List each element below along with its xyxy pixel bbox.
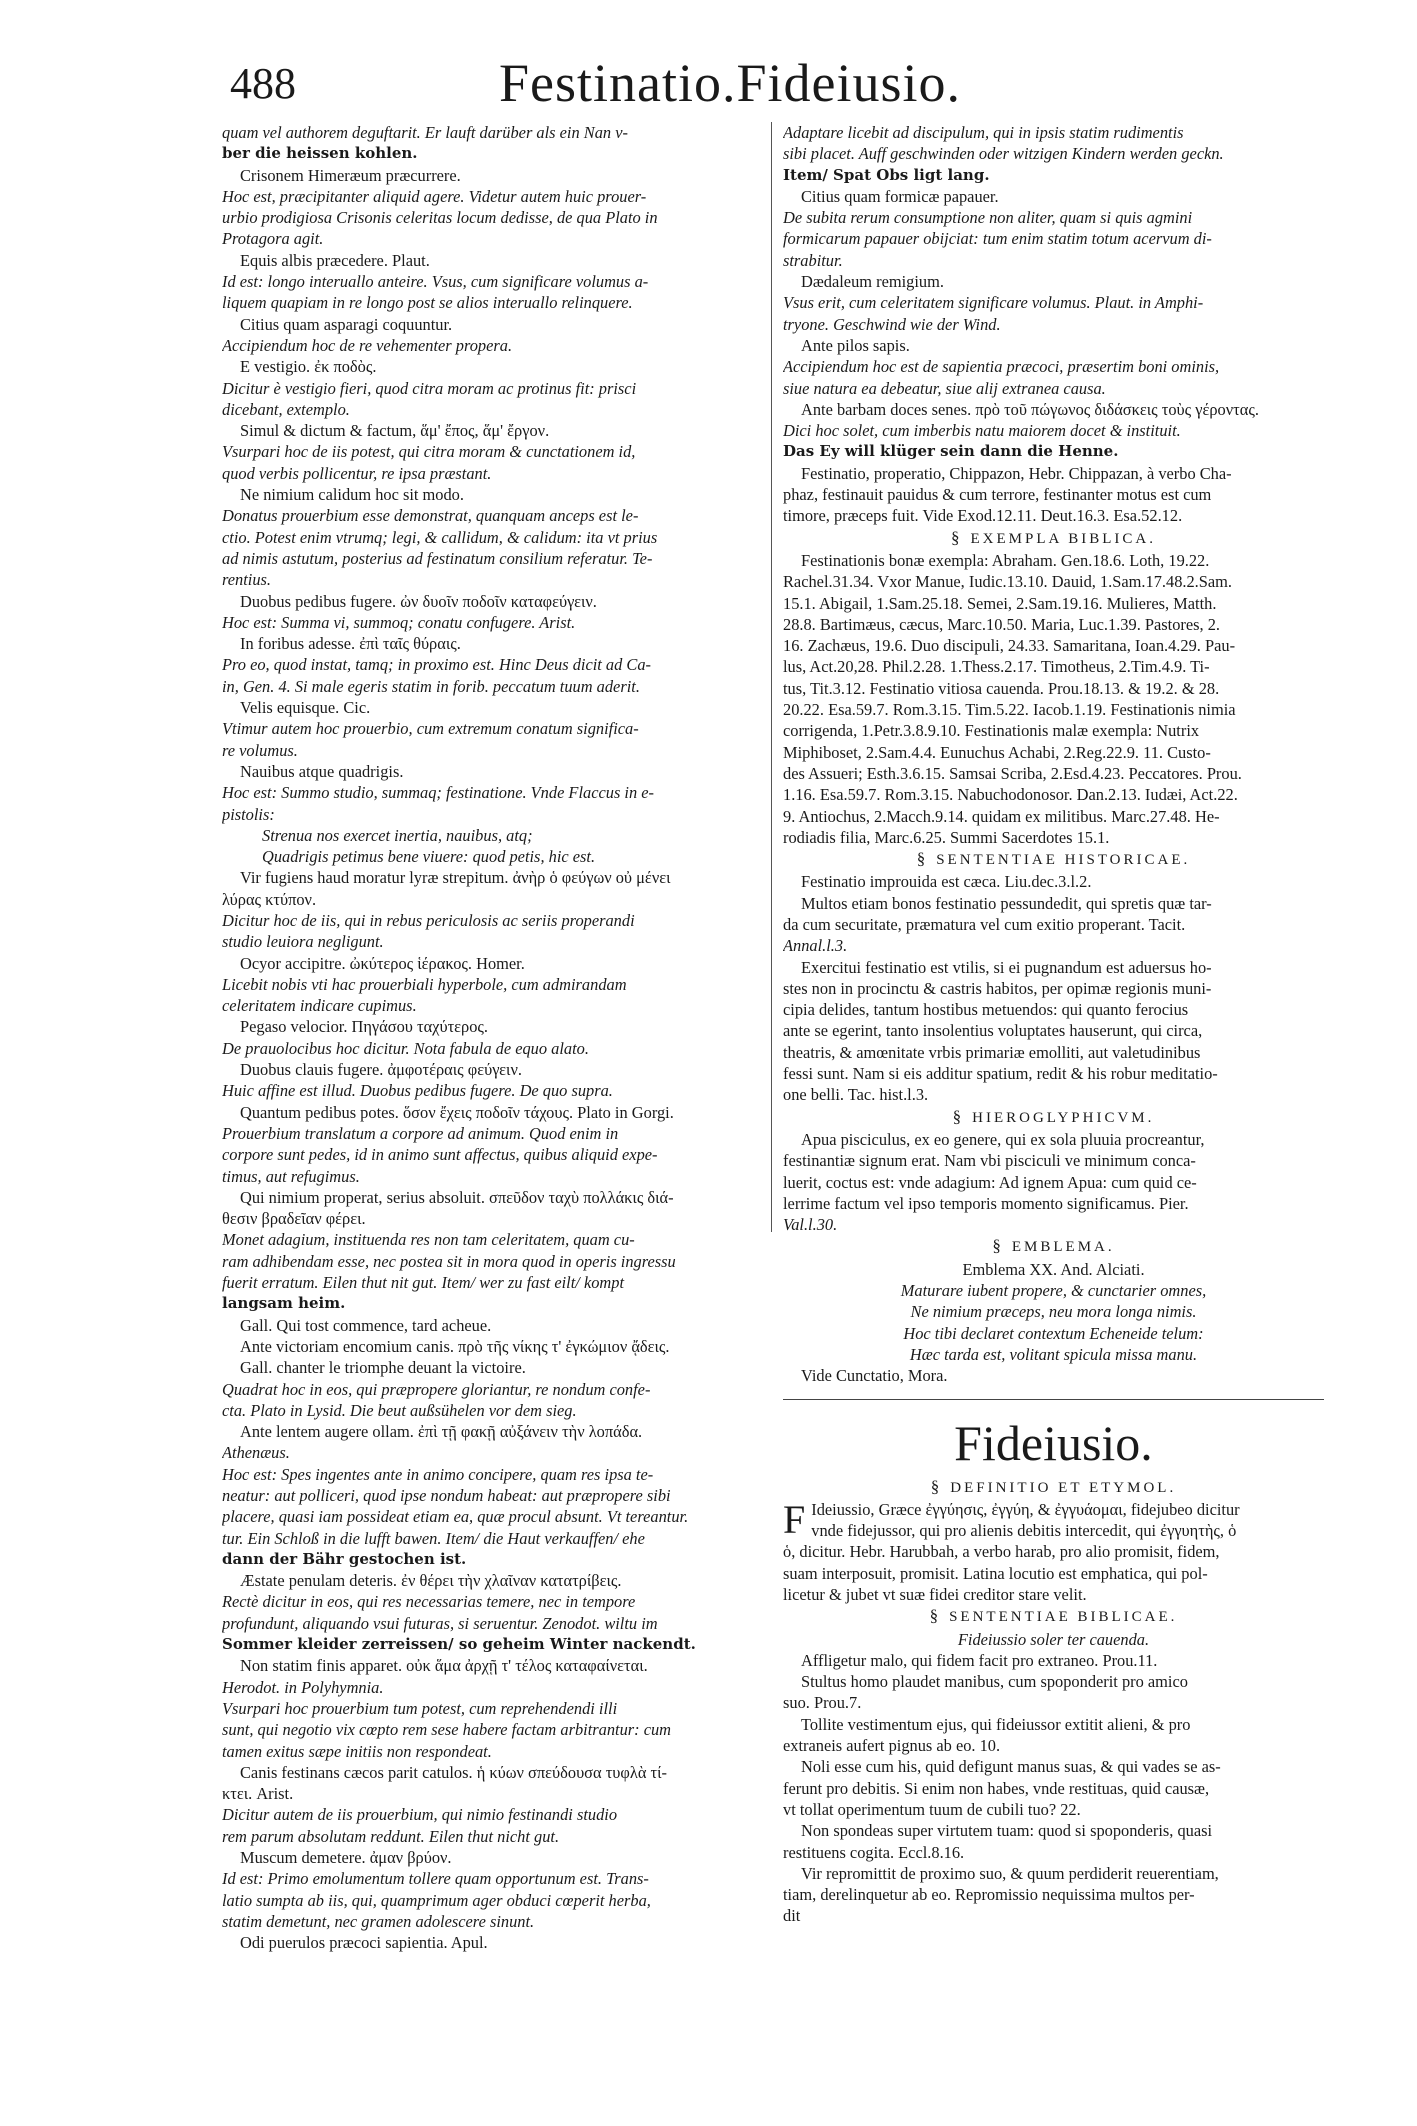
text-line: Ante victoriam encomium canis. πρὸ τῆς νίκης τ' ἐγκώμιον ᾄδεις.	[240, 1336, 670, 1356]
text-line: fuerit erratum. Eilen thut nit gut. Item/ wer zu fast eilt/ kompt	[222, 1273, 624, 1293]
text-line: latio sumpta ab iis, qui, quamprimum ager obduci cœperit herba,	[222, 1890, 651, 1910]
text-line: Ante barbam doces senes. πρὸ τοῦ πώγωνος διδάσκεις τοὺς γέροντας.	[801, 399, 1259, 419]
text-line: Fideiussio soler ter cauenda.	[957, 1629, 1150, 1649]
right-column	[783, 122, 1324, 2077]
text-line: Odi puerulos præcoci sapientia. Apul.	[240, 1933, 488, 1953]
text-line: corrigenda, 1.Petr.3.8.9.10. Festinationis malæ exempla: Nutrix	[783, 721, 1200, 741]
text-line: Item/ Spat Obs ligt lang.	[783, 165, 990, 184]
page-number: 488	[230, 59, 296, 108]
text-line: 28.8. Bartimæus, cæcus, Marc.10.50. Maria, Luc.1.39. Pastores, 2.	[783, 614, 1221, 634]
text-line: Qui nimium properat, serius absoluit. σπεῦδον ταχὺ πολλάκις διά-	[240, 1187, 674, 1207]
text-line: Miphiboset, 2.Sam.4.4. Eunuchus Achabi, 2.Reg.22.9. 11. Custo-	[783, 742, 1211, 762]
text-line: Citius quam asparagi coquuntur.	[240, 314, 453, 334]
text-line: Affligetur malo, qui fidem facit pro extraneo. Prou.11.	[801, 1650, 1158, 1670]
text-line: Vir repromittit de proximo suo, & quum perdiderit reuerentiam,	[801, 1863, 1219, 1883]
text-line: phaz, festinauit pauidus & cum terrore, festinanter motus est cum	[783, 485, 1212, 505]
text-line: langsam heim.	[222, 1294, 346, 1313]
text-line: Festinatio, properatio, Chippazon, Hebr. Chippazan, à verbo Cha-	[801, 463, 1232, 483]
text-line: rentius.	[222, 570, 272, 590]
text-line: rodiadis filia, Marc.6.25. Summi Sacerdotes 15.1.	[783, 827, 1110, 847]
text-line: Vir fugiens haud moratur lyræ strepitum. ἀνὴρ ὁ φεύγων οὐ μένει	[240, 868, 671, 888]
text-line: sunt, qui negotio vix cœpto rem sese habere factam arbitrantur: cum	[222, 1720, 672, 1740]
text-line: dann der Bähr gestochen ist.	[222, 1549, 467, 1568]
text-line: quam vel authorem deguftarit. Er lauft darüber als ein Nan v-	[222, 123, 628, 142]
text-line: Sommer kleider zerreissen/ so geheim Winter nackendt.	[222, 1635, 696, 1654]
text-line: dicebant, extemplo.	[222, 399, 350, 419]
text-line: Rachel.31.34. Vxor Manue, Iudic.13.10. Dauid, 1.Sam.17.48.2.Sam.	[783, 572, 1233, 592]
text-line: celeritatem indicare cupimus.	[222, 996, 417, 1016]
text-line: Non statim finis apparet. οὐκ ἅμα ἀρχῇ τ' τέλος καταφαίνεται.	[240, 1656, 648, 1676]
text-line: ctio. Potest enim vtrumq; legi, & callidum, & calidum: ita vt prius	[222, 527, 658, 547]
text-line: Gall. Qui tost commence, tard acheue.	[240, 1315, 492, 1335]
text-line: ad nimis astutum, posterius ad festinatum consilium referatur. Te-	[222, 548, 653, 568]
text-line: 15.1. Abigail, 1.Sam.25.18. Semei, 2.Sam.19.16. Mulieres, Matth.	[783, 593, 1217, 613]
text-line: lerrime factum vel ipso temporis momento significamus. Pier.	[783, 1193, 1189, 1213]
text-line: Crisonem Himeræum præcurrere.	[240, 165, 461, 185]
text-line: Dicitur autem de iis prouerbium, qui nimio festinandi studio	[222, 1805, 618, 1825]
text-line: 20.22. Esa.59.7. Rom.3.15. Tim.5.22. Iacob.1.19. Festinationis nimia	[783, 700, 1236, 720]
text-line: Dicitur è vestigio fieri, quod citra moram ac protinus fit: prisci	[222, 378, 637, 398]
text-line: Vtimur autem hoc prouerbio, cum extremum conatum significa-	[222, 719, 639, 739]
text-line: statim demetunt, nec gramen adolescere sinunt.	[222, 1911, 535, 1931]
drop-cap: F	[783, 1496, 806, 1542]
text-line: in, Gen. 4. Si male egeris statim in forib. peccatum tuum aderit.	[222, 676, 640, 696]
text-line: re volumus.	[222, 740, 298, 760]
text-line: sibi placet. Auff geschwinden oder witzigen Kindern werden geckn.	[783, 144, 1224, 164]
text-line: Pegaso velocior. Πηγάσου ταχύτερος.	[240, 1017, 489, 1037]
text-line: Tollite vestimentum ejus, qui fideiussor extitit alieni, & pro	[801, 1714, 1191, 1734]
text-line: dit	[783, 1906, 801, 1926]
text-line: timus, aut refugimus.	[222, 1166, 360, 1186]
text-line: tamen exitus sæpe initiis non respondeat.	[222, 1741, 492, 1761]
text-line: Stultus homo plaudet manibus, cum spoponderit pro amico	[801, 1672, 1188, 1692]
text-line: θεσιν βραδεῖαν φέρει.	[222, 1209, 366, 1229]
definition-block	[783, 1496, 1324, 1605]
page-header	[200, 52, 1260, 122]
text-line: Hoc est, præcipitanter aliquid agere. Videtur autem huic prouer-	[222, 186, 647, 206]
text-line: Nauibus atque quadrigis.	[240, 761, 404, 781]
text-line: Citius quam formicæ papauer.	[801, 186, 999, 206]
text-line: Herodot. in Polyhymnia.	[222, 1677, 384, 1697]
left-column	[222, 122, 762, 2052]
text-line: Æstate penulam deteris. ἐν θέρει τὴν χλαῖναν κατατρίβεις.	[240, 1571, 622, 1591]
text-line: Licebit nobis vti hac prouerbiali hyperbole, cum admirandam	[222, 974, 627, 994]
text-line: Quadrigis petimus bene viuere: quod petis, hic est.	[262, 847, 596, 867]
sentences-heading: § SENTENTIAE BIBLICAE.	[783, 1605, 1324, 1628]
text-line: κτει. Arist.	[222, 1784, 294, 1804]
text-line: Hoc est: Summa vi, summoq; conatu confugere. Arist.	[222, 612, 576, 632]
text-line: tus, Tit.3.12. Festinatio vitiosa cauenda. Prou.18.13. & 19.2. & 28.	[783, 678, 1220, 698]
section-heading: § SENTENTIAE HISTORICAE.	[783, 848, 1324, 871]
text-line: Canis festinans cæcos parit catulos. ἡ κύων σπεύδουσα τυφλὰ τί-	[240, 1762, 667, 1782]
text-line: Das Ey will klüger sein dann die Henne.	[783, 442, 1119, 461]
text-line: Ne nimium præceps, neu mora longa nimis.	[910, 1302, 1197, 1322]
text-line: des Assueri; Esth.3.6.15. Samsai Scriba, 2.Esd.4.23. Peccatores. Prou.	[783, 763, 1242, 783]
text-line: Velis equisque. Cic.	[240, 698, 371, 718]
text-line: ram adhibendam esse, nec postea sit in mora quod in operis ingressu	[222, 1251, 676, 1271]
text-line: Dicitur hoc de iis, qui in rebus periculosis ac seriis properandi	[222, 910, 635, 930]
text-line: Prouerbium translatum a corpore ad animum. Quod enim in	[222, 1123, 619, 1143]
text-line: De subita rerum consumptione non aliter, quam si quis agmini	[783, 208, 1193, 228]
text-line: Vsus erit, cum celeritatem significare volumus. Plaut. in Amphi-	[783, 293, 1204, 313]
text-line: neatur: aut polliceri, quod ipse nondum habeat: aut præpropere sibi	[222, 1486, 671, 1505]
text-line: Protagora agit.	[222, 229, 324, 249]
text-line: one belli. Tac. hist.l.3.	[783, 1085, 929, 1105]
text-line: restituens cogita. Eccl.8.16.	[783, 1842, 965, 1862]
text-line: E vestigio. ἐκ ποδὸς.	[240, 357, 377, 377]
text-line: cta. Plato in Lysid. Die beut außsühelen vor dem sieg.	[222, 1400, 577, 1420]
text-line: ὁ, dicitur. Hebr. Harubbah, a verbo harab, pro alio promisit, fidem,	[783, 1542, 1220, 1562]
text-line: Festinationis bonæ exempla: Abraham. Gen.18.6. Loth, 19.22.	[801, 550, 1210, 570]
text-line: In foribus adesse. ἐπὶ ταῖς θύραις.	[240, 634, 461, 654]
text-line: Non spondeas super virtutem tuam: quod si spoponderis, quasi	[801, 1821, 1213, 1841]
text-line: tiam, derelinquetur ab eo. Repromissio nequissima multos per-	[783, 1885, 1195, 1905]
text-line: suo. Prou.7.	[783, 1693, 862, 1713]
text-line: Ideiussio, Græce ἐγγύησις, ἐγγύη, & ἐγγυάομαι, fidejubeo dicitur	[811, 1499, 1240, 1519]
text-line: quod verbis pollicentur, re ipsa præstant.	[222, 463, 492, 483]
text-line: De prauolocibus hoc dicitur. Nota fabula de equo alato.	[222, 1038, 589, 1058]
text-line: Vsurpari hoc de iis potest, qui citra moram & cunctationem id,	[222, 442, 636, 462]
section-heading: § EMBLEMA.	[783, 1235, 1324, 1258]
text-line: Strenua nos exercet inertia, nauibus, atq;	[262, 825, 533, 845]
column-divider	[771, 122, 772, 1232]
text-line: extraneis aufert pignus ab eo. 10.	[783, 1736, 1001, 1756]
text-line: Accipiendum hoc de re vehementer propera.	[222, 335, 513, 355]
text-line: fessi sunt. Nam si eis additur spatium, redit & his robur meditatio-	[783, 1064, 1218, 1084]
text-line: Adaptare licebit ad discipulum, qui in ipsis statim rudimentis	[783, 123, 1184, 142]
text-line: Duobus clauis fugere. ἀμφοτέραις φεύγειν.	[240, 1060, 522, 1080]
text-line: lus, Act.20,28. Phil.2.28. 1.Thess.2.17. Timotheus, 2.Tim.4.9. Ti-	[783, 657, 1210, 677]
text-line: Quadrat hoc in eos, qui præpropere gloriantur, re nondum confe-	[222, 1379, 651, 1399]
text-line: urbio prodigiosa Crisonis celeritas locum dedisse, de qua Plato in	[222, 208, 658, 228]
text-line: tur. Ein Schloß in die lufft bawen. Item/ die Haut verkauffen/ ehe	[222, 1528, 645, 1548]
text-line: Athenæus.	[222, 1443, 290, 1463]
section-rule	[783, 1399, 1324, 1400]
text-line: Apua pisciculus, ex eo genere, qui ex sola pluuia procreantur,	[801, 1129, 1205, 1149]
section-title: Fideiusio.	[954, 1414, 1153, 1471]
text-line: profundunt, aliquando vsui futuras, si seruentur. Zenodot. wiltu im	[222, 1613, 658, 1633]
text-line: Accipiendum hoc est de sapientia præcoci, præsertim boni ominis,	[783, 357, 1220, 377]
text-line: Pro eo, quod instat, tamq; in proximo est. Hinc Deus dicit ad Ca-	[222, 655, 651, 675]
text-line: Huic affine est illud. Duobus pedibus fugere. De quo supra.	[222, 1081, 613, 1101]
text-line: Rectè dicitur in eos, qui res necessarias temere, nec in tempore	[222, 1592, 636, 1612]
text-line: vt tollat operimentum tuum de cubili tuo? 22.	[783, 1799, 1081, 1819]
text-line: siue natura ea debeatur, siue alij extranea causa.	[783, 378, 1106, 398]
text-line: rem parum absolutam reddunt. Eilen thut nicht gut.	[222, 1826, 560, 1846]
section-heading: § HIEROGLYPHICVM.	[783, 1106, 1324, 1129]
text-line: suam interposuit, promisit. Latina locutio est emphatica, qui pol-	[783, 1563, 1208, 1583]
section-subheading: § DEFINITIO ET ETYMOL.	[783, 1476, 1324, 1499]
text-line: placere, quasi iam possideat etiam ea, quæ procul absunt. Vt tereantur.	[222, 1507, 689, 1527]
text-line: Id est: Primo emolumentum tollere quam opportunum est. Trans-	[222, 1869, 649, 1889]
text-line: 9. Antiochus, 2.Macch.9.14. quidam ex militibus. Marc.27.48. He-	[783, 806, 1220, 826]
text-line: Dici hoc solet, cum imberbis natu maiorem docet & instituit.	[783, 421, 1181, 441]
text-line: Equis albis præcedere. Plaut.	[240, 250, 430, 270]
text-line: Hoc est: Summo studio, summaq; festinatione. Vnde Flaccus in e-	[222, 783, 654, 803]
text-line: Vsurpari hoc prouerbium tum potest, cum reprehendendi illi	[222, 1698, 618, 1718]
text-line: Noli esse cum his, quid defigunt manus suas, & qui vades se as-	[801, 1757, 1221, 1777]
text-line: Annal.l.3.	[783, 936, 848, 956]
text-line: festinantiæ signum erat. Nam vbi pisciculi ve minimum conca-	[783, 1151, 1196, 1171]
text-line: Hoc est: Spes ingentes ante in animo concipere, quam res ipsa te-	[222, 1464, 654, 1484]
text-line: Emblema XX. And. Alciati.	[962, 1259, 1145, 1279]
festinatio-continued	[783, 122, 1324, 1387]
text-line: Monet adagium, instituenda res non tam celeritatem, quam cu-	[222, 1230, 635, 1250]
section-heading: § EXEMPLA BIBLICA.	[783, 527, 1324, 550]
text-line: corpore sunt pedes, id in animo sunt affectus, quibus aliquid expe-	[222, 1145, 658, 1165]
text-line: Val.l.30.	[783, 1215, 838, 1235]
text-line: 1.16. Esa.59.7. Rom.3.15. Nabuchodonosor. Dan.2.13. Iudæi, Act.22.	[783, 785, 1238, 805]
text-line: ante se egerint, tanto insolentius voluptates hauserunt, qui circa,	[783, 1021, 1203, 1041]
text-line: Dædaleum remigium.	[801, 272, 944, 292]
text-line: Festinatio improuida est cæca. Liu.dec.3.l.2.	[801, 872, 1092, 892]
text-line: Hoc tibi declaret contextum Echeneide telum:	[903, 1323, 1204, 1343]
text-line: luerit, coctus est: vnde adagium: Ad ignem Apua: cum quid ce-	[783, 1172, 1197, 1192]
text-line: pistolis:	[222, 804, 275, 824]
text-line: Ocyor accipitre. ὠκύτερος ἱέρακος. Homer.	[240, 953, 525, 973]
text-line: strabitur.	[783, 250, 843, 270]
sentences-block	[783, 1629, 1324, 1927]
text-line: licetur & jubet vt suæ fidei creditor stare velit.	[783, 1585, 1087, 1604]
text-line: Duobus pedibus fugere. ὠν δυοῖν ποδοῖν καταφεύγειν.	[240, 591, 597, 611]
text-line: Maturare iubent propere, & cunctarier omnes,	[900, 1281, 1207, 1301]
text-line: Quantum pedibus potes. ὅσον ἔχεις ποδοῖν τάχους. Plato in Gorgi.	[240, 1102, 674, 1122]
text-line: Ne nimium calidum hoc sit modo.	[240, 485, 464, 505]
text-line: da cum securitate, præmatura vel cum exitio properant. Tacit.	[783, 914, 1186, 934]
text-line: timore, præceps fuit. Vide Exod.12.11. Deut.16.3. Esa.52.12.	[783, 506, 1183, 526]
text-line: Multos etiam bonos festinatio pessundedit, qui spretis quæ tar-	[801, 893, 1212, 913]
text-line: Hæc tarda est, volitant spicula missa manu.	[909, 1344, 1198, 1364]
text-line: λύρας κτύπον.	[222, 889, 317, 909]
text-line: Gall. chanter le triomphe deuant la victoire.	[240, 1358, 526, 1378]
text-line: stes non in procinctu & castris habitos, per opimæ regionis muni-	[783, 978, 1212, 998]
text-line: Ante pilos sapis.	[801, 335, 910, 355]
text-line: studio leuiora negligunt.	[222, 932, 384, 952]
text-line: Muscum demetere. ἀμαν βρύον.	[240, 1848, 452, 1868]
text-line: Vide Cunctatio, Mora.	[801, 1366, 948, 1386]
text-line: Ante lentem augere ollam. ἐπὶ τῇ φακῇ αὐξάνειν τὴν λοπάδα.	[240, 1422, 643, 1442]
text-line: Simul & dictum & factum, ἅμ' ἔπος, ἅμ' ἔργον.	[240, 421, 550, 441]
text-line: ber die heissen kohlen.	[222, 144, 418, 163]
text-line: tryone. Geschwind wie der Wind.	[783, 314, 1001, 334]
text-line: liquem quapiam in re longo post se alios interuallo relinquere.	[222, 293, 633, 313]
text-line: ferunt pro debitis. Si enim non habes, vnde restituas, quid causæ,	[783, 1778, 1210, 1798]
text-line: Id est: longo interuallo anteire. Vsus, cum significare volumus a-	[222, 272, 649, 292]
text-line: Donatus prouerbium esse demonstrat, quanquam anceps est le-	[222, 506, 639, 526]
text-line: formicarum papauer obijciat: tum enim statim totum acervum di-	[783, 229, 1212, 249]
text-line: theatris, & amœnitate vrbis primariæ emolliti, aut valetudinibus	[783, 1042, 1201, 1062]
running-title: Festinatio.Fideiusio.	[498, 53, 962, 113]
text-line: 16. Zachæus, 19.6. Duo discipuli, 24.33. Samaritana, Ioan.4.29. Pau-	[783, 636, 1236, 656]
text-line: vnde fidejussor, qui pro alienis debitis intercedit, qui ἐγγυητὴς, ὁ	[811, 1521, 1237, 1541]
text-line: Exercitui festinatio est vtilis, si ei pugnandum est aduersus ho-	[801, 957, 1212, 977]
text-line: cipia delides, tantum hostibus metuendos: qui quanto ferocius	[783, 1000, 1189, 1020]
